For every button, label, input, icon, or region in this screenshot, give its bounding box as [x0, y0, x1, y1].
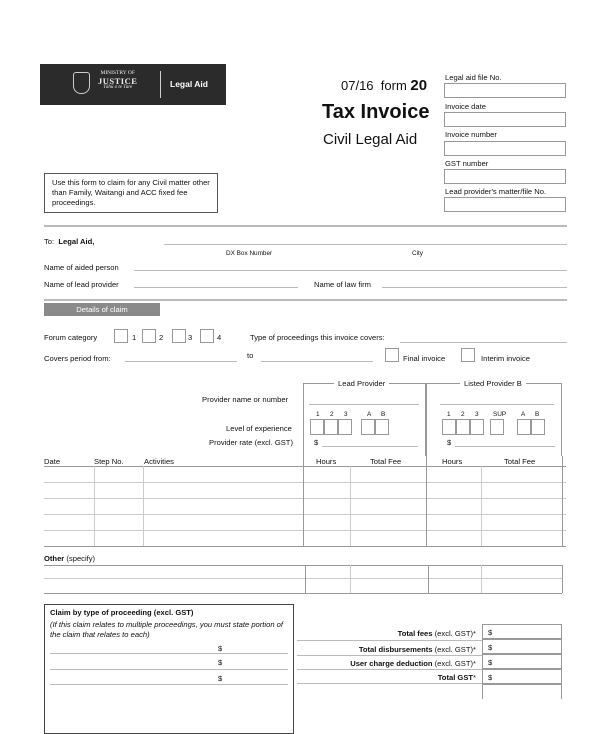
provider-name-label: Provider name or number	[202, 395, 289, 404]
ministry-logo	[40, 64, 226, 105]
total-fees-label: Total fees (excl. GST)*	[397, 629, 476, 638]
final-invoice-label: Final invoice	[403, 354, 446, 363]
address-line[interactable]	[164, 244, 567, 245]
other-row-top	[44, 565, 562, 566]
lead-rate-input[interactable]	[322, 446, 418, 447]
lead-level-2[interactable]	[324, 419, 338, 435]
listed-level-a[interactable]	[517, 419, 531, 435]
final-invoice-checkbox[interactable]	[385, 348, 399, 362]
totals-line	[297, 669, 482, 670]
user-charge-label: User charge deduction (excl. GST)*	[350, 659, 476, 668]
legal-aid-file-label: Legal aid file No.	[445, 73, 502, 82]
col-totalfee-b-header: Total Fee	[504, 457, 536, 466]
law-firm-input[interactable]	[382, 287, 567, 288]
claim-currency-2: $	[218, 658, 223, 667]
lead-provider-title: Lead Provider	[334, 379, 389, 388]
forum-4-label: 4	[217, 333, 222, 342]
listed-level-3[interactable]	[470, 419, 484, 435]
table-row[interactable]	[44, 546, 566, 547]
crest-icon	[73, 72, 90, 94]
invoice-number-label: Invoice number	[445, 130, 497, 139]
listed-level-1[interactable]	[442, 419, 456, 435]
table-row[interactable]	[44, 530, 566, 531]
other-divider	[350, 565, 351, 593]
invoice-date-label: Invoice date	[445, 102, 486, 111]
page-subtitle: Civil Legal Aid	[323, 131, 418, 148]
col-divider	[426, 456, 427, 546]
claim-line-1[interactable]	[50, 653, 288, 654]
total-gst-currency: $	[488, 673, 493, 682]
other-label: Other (specify)	[44, 554, 96, 563]
forum-1-checkbox[interactable]	[114, 329, 128, 343]
claim-currency-3: $	[218, 674, 223, 683]
period-to-input[interactable]	[261, 361, 373, 362]
proceedings-label: Type of proceedings this invoice covers:	[250, 333, 385, 342]
other-row[interactable]	[44, 593, 562, 594]
lead-rate-currency: $	[314, 438, 319, 447]
instructions-box	[44, 173, 218, 213]
listed-provider-name-input[interactable]	[440, 404, 554, 405]
provider-rate-label: Provider rate (excl. GST)	[209, 438, 293, 447]
city-label: City	[412, 250, 424, 257]
matter-file-label: Lead provider's matter/file No.	[445, 187, 547, 196]
total-disbursements-currency: $	[488, 643, 493, 652]
instructions-text: Use this form to claim for any Civil matter other than Family, Waitangi and ACC fixed fee proceedings.	[52, 178, 210, 207]
invoice-date-input[interactable]	[444, 112, 566, 127]
form-reference: 07/16 form 20	[341, 77, 428, 94]
listed-level-sup[interactable]	[490, 419, 504, 435]
lead-level-1[interactable]	[310, 419, 324, 435]
details-header: Details of claim	[44, 303, 160, 316]
gst-number-label: GST number	[445, 159, 489, 168]
lead-level-3[interactable]	[338, 419, 352, 435]
user-charge-input[interactable]	[482, 654, 562, 669]
ministry-text: MINISTRY OF JUSTICE Tāhū o te Ture	[98, 70, 138, 90]
total-fees-input[interactable]	[482, 624, 562, 639]
listed-level-2[interactable]	[456, 419, 470, 435]
details-divider	[44, 299, 567, 301]
legal-aid-file-input[interactable]	[444, 83, 566, 98]
listed-rate-currency: $	[447, 438, 452, 447]
matter-file-input[interactable]	[444, 197, 566, 212]
gst-number-input[interactable]	[444, 169, 566, 184]
interim-invoice-label: Interim invoice	[481, 354, 530, 363]
to-label: To: Legal Aid,	[44, 237, 95, 246]
lead-provider-input[interactable]	[134, 287, 298, 288]
claim-line-3[interactable]	[50, 684, 288, 685]
forum-2-label: 2	[159, 333, 164, 342]
forum-3-checkbox[interactable]	[172, 329, 186, 343]
listed-rate-input[interactable]	[455, 446, 555, 447]
col-step-header: Step No.	[94, 457, 124, 466]
law-firm-label: Name of law firm	[314, 280, 371, 289]
lead-provider-label: Name of lead provider	[44, 280, 119, 289]
forum-category-label: Forum category	[44, 333, 98, 342]
claim-by-type-note: (If this claim relates to multiple proceedings, you must state portion of the claim that relates to each)	[50, 620, 283, 639]
col-totalfee-header: Total Fee	[370, 457, 402, 466]
claim-by-type-title: Claim by type of proceeding (excl. GST)	[50, 608, 194, 617]
col-divider	[562, 456, 563, 546]
table-row[interactable]	[44, 514, 566, 515]
forum-2-checkbox[interactable]	[142, 329, 156, 343]
proceedings-input[interactable]	[400, 342, 567, 343]
next-total-input[interactable]	[482, 684, 562, 699]
listed-level-b[interactable]	[531, 419, 545, 435]
table-row[interactable]	[44, 482, 566, 483]
lead-level-b[interactable]	[375, 419, 389, 435]
aided-person-input[interactable]	[134, 270, 567, 271]
forum-3-label: 3	[188, 333, 193, 342]
forum-4-checkbox[interactable]	[200, 329, 214, 343]
tax-invoice-form: MINISTRY OF JUSTICE Tāhū o te Ture Legal Aid 07/16 form 20 Tax Invoice Civil Legal Aid Legal aid file No. Invoice date Invoice number GST number Lead provider's matter/file No. Use this form to claim for any Civil matter other than Family, Waitangi and ACC fixed fee proceedings. To: Legal Aid, DX Box Number City Name of aided person Name of lead provider Name of law firm Details of claim Forum category 1 2 3 4 Type of proceedings this invoice covers: Covers period from: to Final invoice Interim invoice Lead Provider Listed Provider B Provider name or number Level of experience 1 2 3 A B 1 2 3 SUP A B Provider rate (excl. GST) $ $ Date Step No. Activities Hours Total Fee Hours Total Fee Other (specify) Claim by type of proceeding (excl. GST) (If this claim relates to multiple proceedings, you must state portion of the claim that relates to each) $ $ $ Total fees (excl. GST)* Total disbursements (excl. GST)* User charge deduction (excl. GST)* Total GST* $ $ $ $	[0, 0, 600, 730]
experience-label: Level of experience	[226, 424, 292, 433]
table-row[interactable]	[44, 498, 566, 499]
col-divider	[143, 466, 144, 546]
other-divider	[305, 565, 306, 593]
other-row[interactable]	[44, 578, 562, 579]
interim-invoice-checkbox[interactable]	[461, 348, 475, 362]
table-row-divider	[44, 466, 566, 467]
dx-box-label: DX Box Number	[226, 250, 273, 257]
col-hours-header: Hours	[316, 457, 337, 466]
col-divider	[350, 466, 351, 546]
forum-1-label: 1	[132, 333, 137, 342]
aided-person-label: Name of aided person	[44, 263, 119, 272]
page-title: Tax Invoice	[322, 101, 430, 123]
period-to-label: to	[247, 351, 254, 360]
user-charge-currency: $	[488, 658, 493, 667]
covers-period-label: Covers period from:	[44, 354, 111, 363]
lead-level-a[interactable]	[361, 419, 375, 435]
total-fees-currency: $	[488, 628, 493, 637]
logo-divider	[160, 71, 161, 98]
col-hours-b-header: Hours	[442, 457, 463, 466]
other-divider	[562, 565, 563, 593]
col-divider	[303, 456, 304, 546]
total-disbursements-label: Total disbursements (excl. GST)*	[358, 645, 476, 654]
claim-currency-1: $	[218, 644, 223, 653]
invoice-number-input[interactable]	[444, 141, 566, 156]
logo-brand: Legal Aid	[170, 79, 208, 89]
col-divider	[481, 466, 482, 546]
col-date-header: Date	[44, 457, 61, 466]
section-divider	[44, 225, 567, 227]
other-divider	[428, 565, 429, 593]
col-divider	[94, 466, 95, 546]
lead-provider-name-input[interactable]	[309, 404, 419, 405]
total-disbursements-input[interactable]	[482, 639, 562, 654]
listed-provider-title: Listed Provider B	[460, 379, 526, 388]
period-from-input[interactable]	[125, 361, 237, 362]
other-divider	[481, 565, 482, 593]
totals-line	[297, 640, 482, 641]
claim-line-2[interactable]	[50, 669, 288, 670]
total-gst-label: Total GST*	[437, 673, 476, 682]
col-activities-header: Activities	[144, 457, 174, 466]
totals-line	[297, 655, 482, 656]
totals-line	[297, 683, 482, 684]
total-gst-input[interactable]	[482, 669, 562, 684]
